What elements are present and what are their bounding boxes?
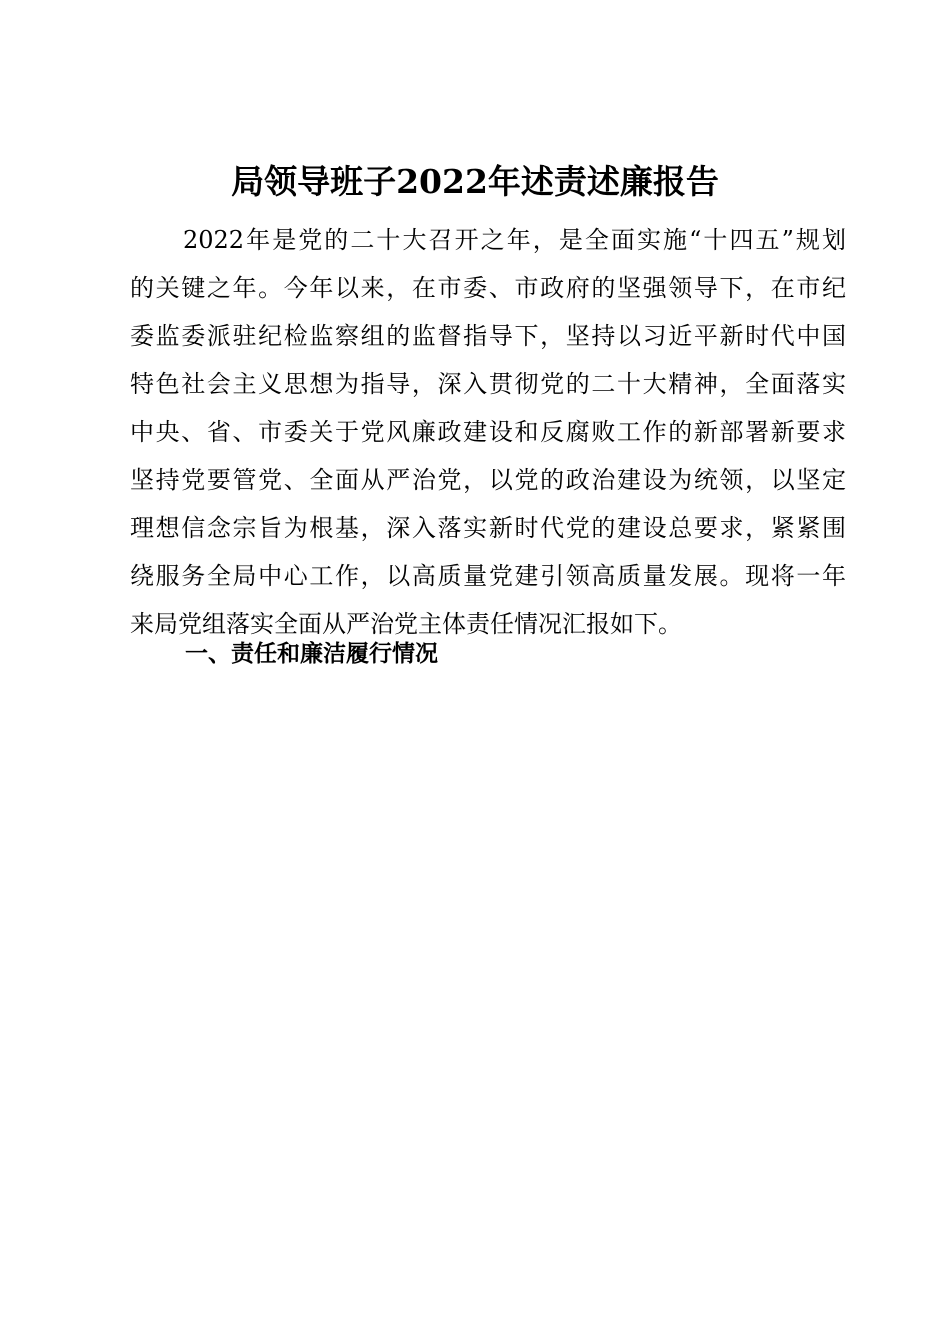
paragraph-line: 坚持党要管党、全面从严治党，以党的政治建设为统领，以坚定 xyxy=(130,466,846,494)
paragraph-line: 中央、省、市委关于党风廉政建设和反腐败工作的新部署新要求 xyxy=(130,418,846,446)
paragraph-line: 2022年是党的二十大召开之年，是全面实施“十四五”规划 xyxy=(183,226,846,254)
paragraph-line: 绕服务全局中心工作，以高质量党建引领高质量发展。现将一年 xyxy=(130,562,846,590)
paragraph-line: 理想信念宗旨为根基，深入落实新时代党的建设总要求，紧紧围 xyxy=(130,514,846,542)
paragraph-line: 的关键之年。今年以来，在市委、市政府的坚强领导下，在市纪 xyxy=(130,274,846,302)
paragraph-line: 特色社会主义思想为指导，深入贯彻党的二十大精神，全面落实 xyxy=(130,370,846,398)
intro-paragraph xyxy=(130,216,846,648)
paragraph-line: 委监委派驻纪检监察组的监督指导下，坚持以习近平新时代中国 xyxy=(130,322,846,350)
document-title: 局领导班子2022年述责述廉报告 xyxy=(231,162,719,201)
paragraph-line: 来局党组落实全面从严治党主体责任情况汇报如下。 xyxy=(130,610,682,638)
section-heading: 一、责任和廉洁履行情况 xyxy=(185,641,438,667)
